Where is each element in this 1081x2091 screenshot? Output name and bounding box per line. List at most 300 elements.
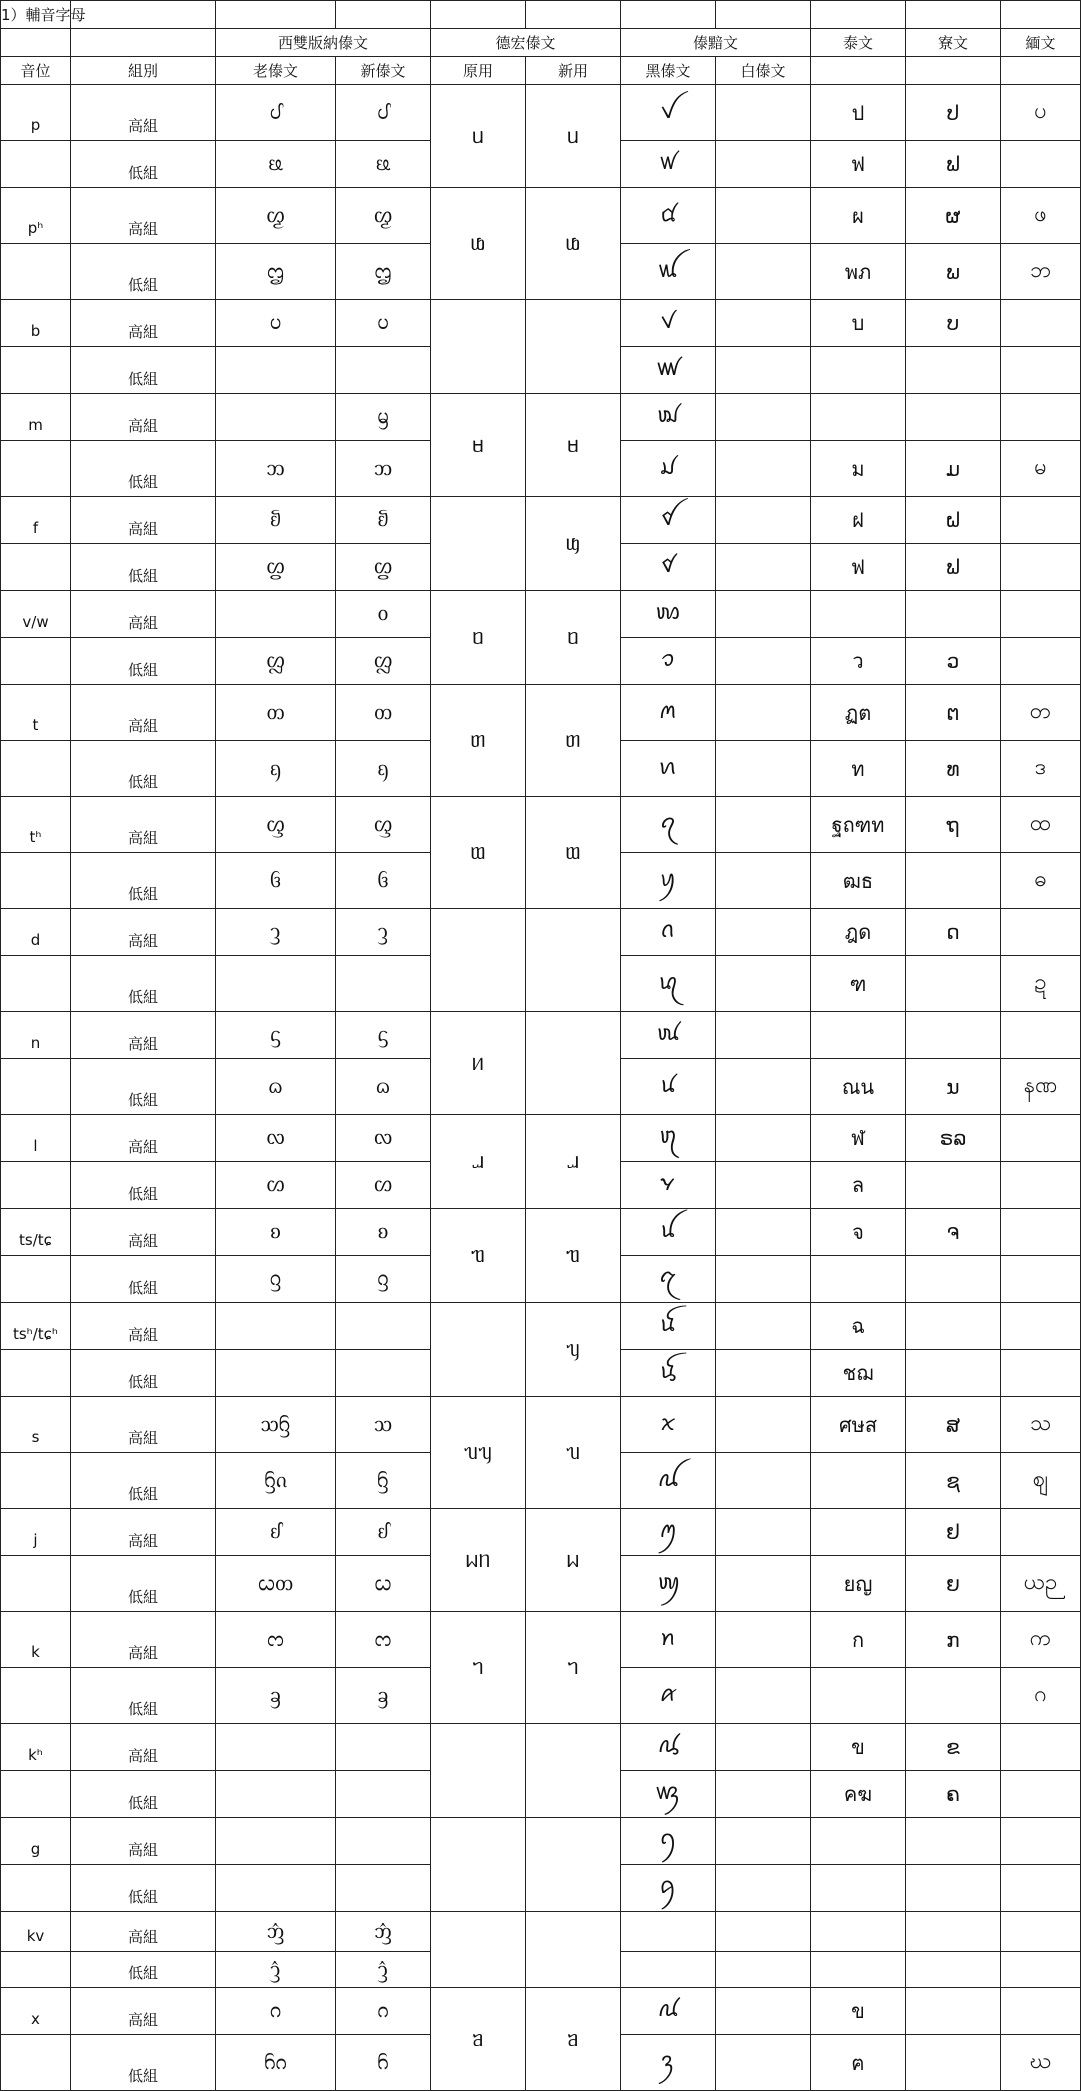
black-tai-cell: ꪡ <box>621 244 716 300</box>
dehong-orig-cell: ᥔᥡ <box>431 1397 526 1509</box>
phoneme-cell: tʰ <box>1 797 71 853</box>
xsbn-new-cell: ᦗ <box>336 244 431 300</box>
group-cell: 高組 <box>71 188 216 244</box>
table-row <box>1 1115 1081 1162</box>
phoneme-cell: b <box>1 300 71 347</box>
dehong-orig-cell <box>431 1818 526 1912</box>
phoneme-cell <box>1 1162 71 1209</box>
white-tai-cell <box>716 1668 811 1724</box>
dehong-orig-cell: ᥘ <box>431 1115 526 1209</box>
group-cell: 低組 <box>71 1952 216 1988</box>
lao-cell: ຊ <box>906 1453 1001 1509</box>
white-tai-cell <box>716 1397 811 1453</box>
phoneme-cell: pʰ <box>1 188 71 244</box>
phoneme-cell <box>1 244 71 300</box>
burmese-cell <box>1001 1509 1081 1556</box>
white-tai-cell <box>716 1818 811 1865</box>
black-tai-cell: ꪔ <box>621 685 716 741</box>
thai-cell: ผ <box>811 188 906 244</box>
xsbn-new-cell: ᦁ <box>336 1912 431 1952</box>
header-burmese: 緬文 <box>1001 29 1081 57</box>
dehong-new-cell: ᥔ <box>526 1397 621 1509</box>
thai-cell <box>811 1952 906 1988</box>
white-tai-cell <box>716 1988 811 2035</box>
table-row <box>1 300 1081 347</box>
group-cell: 低組 <box>71 1162 216 1209</box>
burmese-cell <box>1001 1162 1081 1209</box>
white-tai-cell <box>716 1059 811 1115</box>
xsbn-new-cell: ᦢ <box>336 300 431 347</box>
xsbn-new-cell: ᦋ <box>336 1256 431 1303</box>
group-cell: 高組 <box>71 497 216 544</box>
lao-cell: ນ <box>906 1059 1001 1115</box>
group-cell: 高組 <box>71 909 216 956</box>
group-cell: 高組 <box>71 1724 216 1771</box>
burmese-cell <box>1001 1256 1081 1303</box>
empty-cell <box>621 1 716 29</box>
dehong-orig-cell: ᥢ <box>431 1012 526 1115</box>
table-row <box>1 1303 1081 1350</box>
phoneme-cell <box>1 1865 71 1912</box>
lao-cell <box>906 1012 1001 1059</box>
lao-cell <box>906 2035 1001 2091</box>
xsbn-new-cell <box>336 1771 431 1818</box>
lao-cell <box>906 394 1001 441</box>
xsbn-old-cell: ᦘ <box>216 441 336 497</box>
black-tai-cell: ꪢ <box>621 394 716 441</box>
white-tai-cell <box>716 1209 811 1256</box>
thai-cell: ฑ <box>811 956 906 1012</box>
lao-cell: ຖ <box>906 797 1001 853</box>
black-tai-cell: ꪓ <box>621 956 716 1012</box>
xsbn-old-cell: ᦠ <box>216 1162 336 1209</box>
header-xsbn: 西雙版納傣文 <box>216 29 431 57</box>
empty-cell <box>811 1 906 29</box>
table-row <box>1 1509 1081 1556</box>
phoneme-cell <box>1 1059 71 1115</box>
empty-cell <box>526 1 621 29</box>
thai-cell: ฟ <box>811 141 906 188</box>
lao-cell <box>906 1912 1001 1952</box>
white-tai-cell <box>716 2035 811 2091</box>
thai-cell: ณน <box>811 1059 906 1115</box>
white-tai-cell <box>716 347 811 394</box>
phoneme-cell <box>1 2035 71 2091</box>
white-tai-cell <box>716 1612 811 1668</box>
group-cell: 低組 <box>71 638 216 685</box>
header-blank <box>811 57 906 85</box>
phoneme-cell <box>1 141 71 188</box>
lao-cell <box>906 1162 1001 1209</box>
burmese-cell <box>1001 347 1081 394</box>
group-cell: 高組 <box>71 1012 216 1059</box>
white-tai-cell <box>716 853 811 909</box>
lao-cell: ຝ <box>906 497 1001 544</box>
group-cell: 高組 <box>71 85 216 141</box>
lao-cell <box>906 1303 1001 1350</box>
phoneme-cell <box>1 853 71 909</box>
white-tai-cell <box>716 244 811 300</box>
group-cell: 高組 <box>71 1397 216 1453</box>
empty-cell <box>71 1 216 29</box>
table-row <box>1 591 1081 638</box>
black-tai-cell: ꪇ <box>621 1865 716 1912</box>
table-row <box>1 797 1081 853</box>
xsbn-old-cell: ᦊ <box>216 1509 336 1556</box>
thai-cell: ม <box>811 441 906 497</box>
xsbn-old-cell: ᦜ <box>216 638 336 685</box>
burmese-cell <box>1001 1724 1081 1771</box>
dehong-orig-cell <box>431 497 526 591</box>
thai-cell <box>811 591 906 638</box>
lao-cell: ທ <box>906 741 1001 797</box>
black-tai-cell: ꪤ <box>621 497 716 544</box>
burmese-cell <box>1001 1115 1081 1162</box>
black-tai-cell: ꪊ <box>621 1209 716 1256</box>
xsbn-new-cell: ᦐ <box>336 797 431 853</box>
black-tai-cell: ꪁ <box>621 1668 716 1724</box>
xsbn-old-cell: ᦟ <box>216 1115 336 1162</box>
xsbn-old-cell <box>216 394 336 441</box>
black-tai-cell: ꪗ <box>621 853 716 909</box>
black-tai-cell: ꪀ <box>621 1612 716 1668</box>
black-tai-cell: ꪍ <box>621 1350 716 1397</box>
group-cell: 高組 <box>71 1912 216 1952</box>
thai-cell: ข <box>811 1988 906 2035</box>
xsbn-new-cell <box>336 347 431 394</box>
dehong-orig-cell: ᥙ <box>431 85 526 188</box>
dehong-orig-cell: ᥐ <box>431 1612 526 1724</box>
xsbn-old-cell: ᦒ <box>216 1059 336 1115</box>
header-blank <box>906 57 1001 85</box>
dehong-orig-cell: ᥓ <box>431 1209 526 1303</box>
xsbn-old-cell <box>216 1865 336 1912</box>
phoneme-cell: p <box>1 85 71 141</box>
dehong-new-cell: ᥘ <box>526 1115 621 1209</box>
thai-cell <box>811 1256 906 1303</box>
white-tai-cell <box>716 1453 811 1509</box>
burmese-cell: မ <box>1001 441 1081 497</box>
black-tai-cell: ꪏ <box>621 1453 716 1509</box>
phoneme-cell: m <box>1 394 71 441</box>
black-tai-cell: ꪅ <box>621 2035 716 2091</box>
table-row <box>1 1209 1081 1256</box>
phoneme-cell: v/w <box>1 591 71 638</box>
group-cell: 低組 <box>71 1865 216 1912</box>
xsbn-new-cell: ᦞ <box>336 591 431 638</box>
xsbn-new-cell: ᦈ <box>336 1209 431 1256</box>
xsbn-old-cell: ᦉᦌ <box>216 1397 336 1453</box>
thai-cell: ฉ <box>811 1303 906 1350</box>
black-tai-cell: ꪝ <box>621 141 716 188</box>
phoneme-cell: kʰ <box>1 1724 71 1771</box>
table-row <box>1 685 1081 741</box>
burmese-cell <box>1001 1771 1081 1818</box>
xsbn-new-cell: ᦃ <box>336 1668 431 1724</box>
table-row <box>1 1397 1081 1453</box>
black-tai-cell <box>621 1912 716 1952</box>
dehong-new-cell: ᥚ <box>526 188 621 300</box>
group-cell: 低組 <box>71 1256 216 1303</box>
burmese-cell <box>1001 300 1081 347</box>
empty-cell <box>336 1 431 29</box>
thai-cell <box>811 1865 906 1912</box>
table-row <box>1 909 1081 956</box>
black-tai-cell: ꪠ <box>621 188 716 244</box>
phoneme-cell <box>1 956 71 1012</box>
burmese-cell: သ <box>1001 1397 1081 1453</box>
group-cell: 低組 <box>71 1453 216 1509</box>
lao-cell: ຣລ <box>906 1115 1001 1162</box>
phoneme-cell: g <box>1 1818 71 1865</box>
dehong-orig-cell: ᥖ <box>431 685 526 797</box>
thai-cell: ศษส <box>811 1397 906 1453</box>
burmese-cell: ဓ <box>1001 853 1081 909</box>
thai-cell: คฆ <box>811 1771 906 1818</box>
xsbn-old-cell: ᦍᦎ <box>216 1556 336 1612</box>
white-tai-cell <box>716 638 811 685</box>
xsbn-new-cell: ᦏ <box>336 741 431 797</box>
thai-cell <box>811 347 906 394</box>
lao-cell <box>906 956 1001 1012</box>
xsbn-old-cell: ᦛ <box>216 544 336 591</box>
thai-cell <box>811 1668 906 1724</box>
phoneme-cell <box>1 1556 71 1612</box>
burmese-cell: တ <box>1001 685 1081 741</box>
xsbn-old-cell: ᦆᦅ <box>216 2035 336 2091</box>
burmese-cell <box>1001 1303 1081 1350</box>
xsbn-old-cell: ᦋ <box>216 1256 336 1303</box>
xsbn-new-cell: ᦂ <box>336 1612 431 1668</box>
white-tai-cell <box>716 1556 811 1612</box>
thai-cell: ฐถฑท <box>811 797 906 853</box>
burmese-cell <box>1001 1952 1081 1988</box>
lao-cell: ຄ <box>906 1771 1001 1818</box>
white-tai-cell <box>716 797 811 853</box>
group-cell: 低組 <box>71 956 216 1012</box>
lao-cell <box>906 1865 1001 1912</box>
group-cell: 低組 <box>71 1556 216 1612</box>
phoneme-cell <box>1 1350 71 1397</box>
dehong-new-cell <box>526 909 621 1012</box>
white-tai-cell <box>716 300 811 347</box>
burmese-cell: ဘ <box>1001 244 1081 300</box>
dehong-orig-cell <box>431 300 526 394</box>
white-tai-cell <box>716 1350 811 1397</box>
black-tai-cell: ꪒ <box>621 909 716 956</box>
phoneme-cell: s <box>1 1397 71 1453</box>
lao-cell: ຜ <box>906 188 1001 244</box>
group-cell: 低組 <box>71 741 216 797</box>
thai-cell: บ <box>811 300 906 347</box>
xsbn-new-cell <box>336 1818 431 1865</box>
thai-cell: ฝ <box>811 497 906 544</box>
dehong-orig-cell: ᥕᥒ <box>431 1509 526 1612</box>
phoneme-cell: f <box>1 497 71 544</box>
burmese-cell: ဂ <box>1001 1668 1081 1724</box>
burmese-cell: ဖ <box>1001 188 1081 244</box>
thai-cell: ป <box>811 85 906 141</box>
group-cell: 低組 <box>71 1771 216 1818</box>
xsbn-new-cell: ᦉ <box>336 1397 431 1453</box>
dehong-new-cell: ᥕ <box>526 1509 621 1612</box>
thai-cell: ล <box>811 1162 906 1209</box>
xsbn-old-cell: ᦅ <box>216 1988 336 2035</box>
black-tai-cell: ꪌ <box>621 1303 716 1350</box>
thai-cell <box>811 1912 906 1952</box>
phoneme-cell: t <box>1 685 71 741</box>
black-tai-cell: ꪩ <box>621 1162 716 1209</box>
white-tai-cell <box>716 1012 811 1059</box>
dehong-orig-cell: ᥑ <box>431 1988 526 2091</box>
lao-cell: ມ <box>906 441 1001 497</box>
xsbn-new-cell <box>336 1865 431 1912</box>
dehong-orig-cell <box>431 1303 526 1397</box>
burmese-cell: ပ <box>1001 85 1081 141</box>
xsbn-new-cell: ᦔ <box>336 85 431 141</box>
black-tai-cell: ꪚ <box>621 300 716 347</box>
burmese-cell <box>1001 1865 1081 1912</box>
phoneme-cell <box>1 638 71 685</box>
white-tai-cell <box>716 909 811 956</box>
xsbn-new-cell: ᦑ <box>336 853 431 909</box>
lao-cell: ຟ <box>906 141 1001 188</box>
xsbn-new-cell: ᦎ <box>336 685 431 741</box>
burmese-cell <box>1001 1209 1081 1256</box>
white-tai-cell <box>716 1865 811 1912</box>
dehong-new-cell: ᥙ <box>526 85 621 188</box>
thai-cell: ก <box>811 1612 906 1668</box>
black-tai-cell: ꪪ <box>621 591 716 638</box>
lao-cell <box>906 1668 1001 1724</box>
dehong-new-cell <box>526 1912 621 1988</box>
xsbn-old-cell: ᦎ <box>216 685 336 741</box>
white-tai-cell <box>716 1509 811 1556</box>
white-tai-cell <box>716 188 811 244</box>
white-tai-cell <box>716 956 811 1012</box>
dehong-new-cell: ᥗ <box>526 797 621 909</box>
xsbn-old-cell <box>216 347 336 394</box>
dehong-new-cell <box>526 1818 621 1912</box>
black-tai-cell: ꪘ <box>621 1012 716 1059</box>
group-cell: 低組 <box>71 244 216 300</box>
dehong-new-cell: ᥝ <box>526 591 621 685</box>
thai-cell: ท <box>811 741 906 797</box>
group-cell: 低組 <box>71 441 216 497</box>
lao-cell: ຕ <box>906 685 1001 741</box>
table-row <box>1 1612 1081 1668</box>
group-cell: 高組 <box>71 300 216 347</box>
xsbn-old-cell: ᦖ <box>216 188 336 244</box>
burmese-cell: ယဉ <box>1001 1556 1081 1612</box>
black-tai-cell: ꪎ <box>621 1397 716 1453</box>
dehong-orig-cell: ᥝ <box>431 591 526 685</box>
dehong-new-cell <box>526 300 621 394</box>
xsbn-new-cell: ᦡ <box>336 909 431 956</box>
burmese-cell <box>1001 141 1081 188</box>
black-tai-cell: ꪂ <box>621 1724 716 1771</box>
table-row <box>1 394 1081 441</box>
burmese-cell <box>1001 591 1081 638</box>
dehong-new-cell: ᥛ <box>526 394 621 497</box>
white-tai-cell <box>716 1912 811 1952</box>
dehong-orig-cell <box>431 1912 526 1988</box>
phoneme-cell: k <box>1 1612 71 1668</box>
xsbn-new-cell: ᦤ <box>336 1952 431 1988</box>
group-cell: 低組 <box>71 347 216 394</box>
white-tai-cell <box>716 1303 811 1350</box>
white-tai-cell <box>716 394 811 441</box>
phoneme-cell <box>1 1952 71 1988</box>
xsbn-new-cell: ᦛ <box>336 544 431 591</box>
black-tai-cell: ꪙ <box>621 1059 716 1115</box>
header-white-tai: 白傣文 <box>716 57 811 85</box>
burmese-cell <box>1001 1012 1081 1059</box>
xsbn-old-cell <box>216 1724 336 1771</box>
phoneme-cell: l <box>1 1115 71 1162</box>
xsbn-new-cell <box>336 1303 431 1350</box>
dehong-orig-cell: ᥚ <box>431 188 526 300</box>
dehong-orig-cell: ᥗ <box>431 797 526 909</box>
burmese-cell <box>1001 1818 1081 1865</box>
phoneme-cell <box>1 1453 71 1509</box>
header-thai: 泰文 <box>811 29 906 57</box>
white-tai-cell <box>716 497 811 544</box>
thai-cell: ยญ <box>811 1556 906 1612</box>
lao-cell: ຍ <box>906 1556 1001 1612</box>
xsbn-new-cell: ᦠ <box>336 1162 431 1209</box>
dehong-orig-cell: ᥛ <box>431 394 526 497</box>
black-tai-cell: ꪃ <box>621 1771 716 1818</box>
xsbn-old-cell: ᦏ <box>216 741 336 797</box>
phoneme-cell <box>1 441 71 497</box>
thai-cell <box>811 394 906 441</box>
empty-cell <box>431 1 526 29</box>
phoneme-cell <box>1 1668 71 1724</box>
lao-cell: ຈ <box>906 1209 1001 1256</box>
empty-cell <box>716 1 811 29</box>
xsbn-old-cell <box>216 1771 336 1818</box>
lao-cell: ປ <box>906 85 1001 141</box>
black-tai-cell: ꪐ <box>621 1556 716 1612</box>
table-row <box>1 497 1081 544</box>
white-tai-cell <box>716 141 811 188</box>
burmese-cell <box>1001 544 1081 591</box>
xsbn-new-cell: ᦖ <box>336 188 431 244</box>
black-tai-cell: ꪆ <box>621 1818 716 1865</box>
lao-cell: ຟ <box>906 544 1001 591</box>
header-lao: 寮文 <box>906 29 1001 57</box>
dehong-new-cell: ᥓ <box>526 1209 621 1303</box>
header-dh-orig: 原用 <box>431 57 526 85</box>
lao-cell <box>906 1818 1001 1865</box>
thai-cell: ฎด <box>811 909 906 956</box>
white-tai-cell <box>716 1256 811 1303</box>
dehong-new-cell: ᥐ <box>526 1612 621 1724</box>
xsbn-new-cell: ᦕ <box>336 141 431 188</box>
burmese-cell: ဒ <box>1001 741 1081 797</box>
thai-cell: พภ <box>811 244 906 300</box>
thai-cell <box>811 1818 906 1865</box>
lao-cell <box>906 591 1001 638</box>
phoneme-cell <box>1 544 71 591</box>
group-cell: 低組 <box>71 141 216 188</box>
burmese-cell <box>1001 909 1081 956</box>
header-black-tai: 黑傣文 <box>621 57 716 85</box>
group-cell: 低組 <box>71 1350 216 1397</box>
xsbn-new-cell: ᦜ <box>336 638 431 685</box>
xsbn-new-cell <box>336 1724 431 1771</box>
